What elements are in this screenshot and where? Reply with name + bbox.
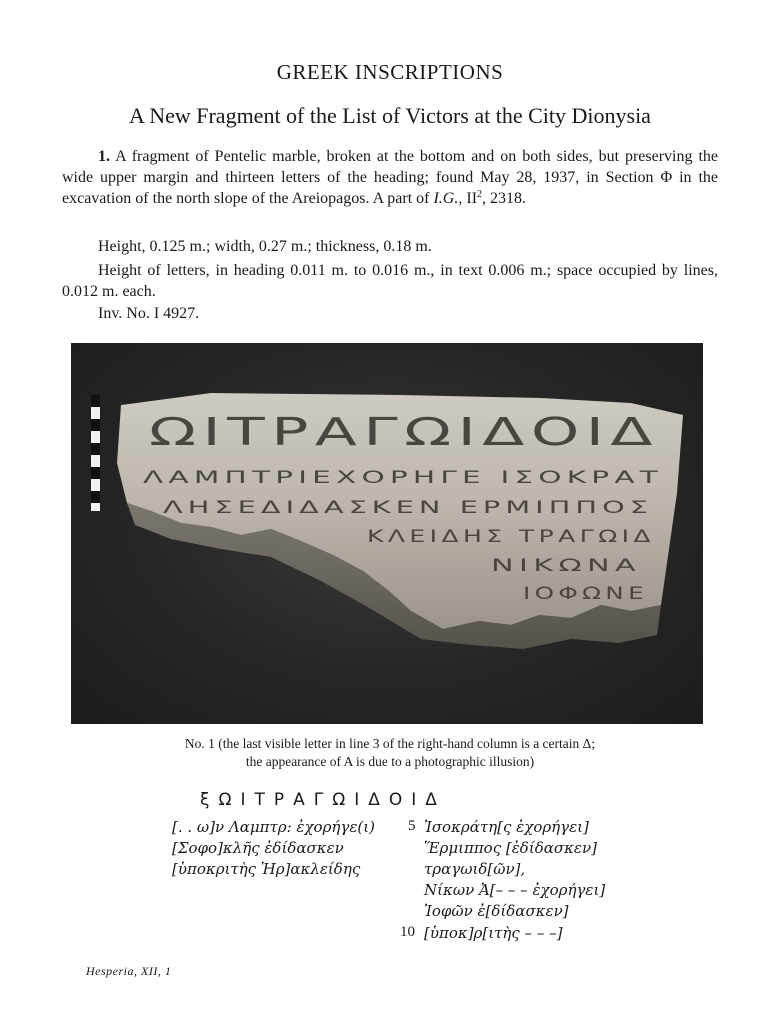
item-number: 1.	[98, 148, 110, 165]
transcription-right-line: Ἕρμιππος [ἐδίδασκεν]	[424, 839, 597, 857]
transcription-right-line: τραγωιδ[ῶν],	[424, 860, 526, 878]
scale-bar	[91, 395, 100, 511]
stone-text-line: ΙΟΦΩΝΕ	[523, 584, 648, 604]
inventory-paragraph: Inv. No. I 4927.	[98, 305, 200, 322]
stone-text-line: ΝΙΚΩΝΑ	[491, 556, 641, 576]
description-text: A fragment of Pentelic marble, broken at the bottom and on both sides, but preserving the wide upper margin and thirteen letters of the heading; found May 28, 1937, in Section Φ in the excavation of the north slope of the Areiopagos. A part of	[62, 148, 718, 207]
stone-fragment-image	[71, 343, 703, 724]
stone-text-line: ΚΛΕΙΔΗΣ ΤΡΑΓΩΙΔ	[367, 527, 655, 547]
transcription-right-line: Ἰοφῶν ἐ[δίδασκεν]	[424, 902, 569, 920]
section-title: GREEK INSCRIPTIONS	[276, 60, 504, 84]
transcription-right-line: Νίκων Ἀ[– – – ἐχορήγει]	[424, 881, 606, 899]
stone-heading-text: ΩΙΤΡΑΓΩΙΔΟΙΔ	[149, 410, 659, 454]
transcription-left-line: [Σοφο]κλῆς ἐδίδασκεν	[172, 839, 344, 857]
inscription-photograph	[71, 343, 703, 724]
article-title: A New Fragment of the List of Victors at the City Dionysia	[129, 103, 651, 128]
line-number: 5	[408, 818, 416, 834]
journal-footer: Hesperia, XII, 1	[86, 964, 172, 978]
transcription-left-line: [ὑποκριτὴς Ἡρ]ακλείδης	[172, 860, 361, 878]
transcription-heading: ξΩΙΤΡΑΓΩΙΔΟΙΔ	[200, 790, 446, 810]
stone-text-line: ΛΗΣΕΔΙΔΑΣΚΕΝ ΕΡΜΙΠΠΟΣ	[163, 498, 653, 518]
reference-title: I.G.	[433, 190, 459, 207]
reference-volume: , II	[458, 190, 478, 207]
caption-line: No. 1 (the last visible letter in line 3 of the right-hand column is a certain Δ;	[184, 736, 596, 751]
dimensions-paragraph: Height, 0.125 m.; width, 0.27 m.; thickness, 0.18 m.	[98, 238, 432, 255]
transcription-left-line: [. . ω]ν Λαμπτρ: ἐχορήγε(ι)	[172, 818, 375, 836]
letters-paragraph: Height of letters, in heading 0.011 m. to 0.016 m., in text 0.006 m.; space occupied by lines, 0.012 m. each.	[62, 262, 718, 300]
caption-line: the appearance of A is due to a photographic illusion)	[245, 754, 535, 769]
photo-caption	[0, 735, 780, 771]
transcription-right-line: Ἰσοκράτη[ς ἐχορήγει]	[424, 818, 589, 836]
reference-number: , 2318.	[482, 190, 527, 207]
reference-edition: 2	[477, 189, 483, 200]
description-paragraph	[62, 146, 718, 209]
line-number: 10	[400, 924, 415, 940]
stone-text-line: ΛΑΜΠΤΡΙΕΧΟΡΗΓΕ ΙΣΟΚΡΑΤ	[143, 468, 663, 488]
transcription-right-line: [ὑποκ]ρ[ιτὴς – – –]	[424, 924, 563, 942]
